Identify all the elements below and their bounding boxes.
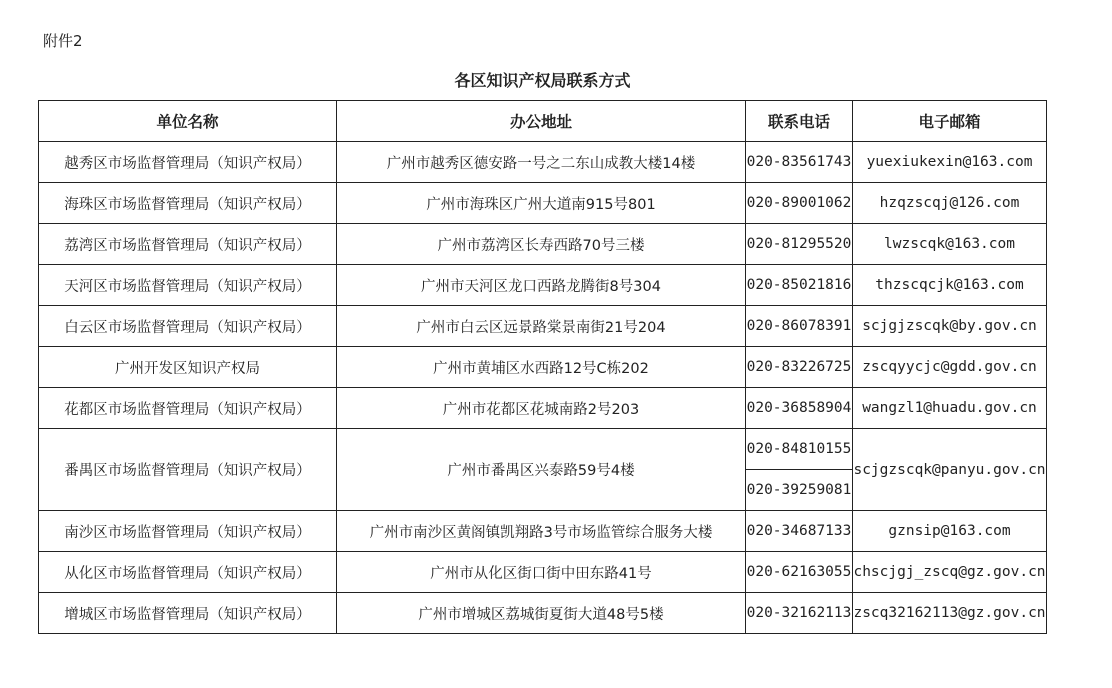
- phone-cell: 020-34687133: [746, 511, 853, 552]
- address-cell: 广州市白云区远景路棠景南街21号204: [337, 306, 746, 347]
- email-cell: gznsip@163.com: [853, 511, 1047, 552]
- phone-cell: 020-36858904: [746, 388, 853, 429]
- address-cell: 广州市天河区龙口西路龙腾街8号304: [337, 265, 746, 306]
- header-phone: 联系电话: [746, 101, 853, 142]
- table-row: [39, 183, 1047, 224]
- phone-cell: 020-83561743: [746, 142, 853, 183]
- unit-name-cell: 荔湾区市场监督管理局（知识产权局）: [39, 224, 337, 265]
- phone-cell: 020-86078391: [746, 306, 853, 347]
- email-cell: hzqzscqj@126.com: [853, 183, 1047, 224]
- table-row: [39, 388, 1047, 429]
- email-cell: yuexiukexin@163.com: [853, 142, 1047, 183]
- address-cell: 广州市从化区街口街中田东路41号: [337, 552, 746, 593]
- email-cell: scjgzscqk@panyu.gov.cn: [853, 429, 1047, 511]
- table-row: [39, 306, 1047, 347]
- address-cell: 广州市花都区花城南路2号203: [337, 388, 746, 429]
- address-cell: 广州市黄埔区水西路12号C栋202: [337, 347, 746, 388]
- email-cell: chscjgj_zscq@gz.gov.cn: [853, 552, 1047, 593]
- table-row: [39, 142, 1047, 183]
- phone-cell: 020-84810155: [746, 429, 853, 470]
- table-row: [39, 429, 1047, 470]
- address-cell: 广州市番禺区兴泰路59号4楼: [337, 429, 746, 511]
- phone-cell: 020-89001062: [746, 183, 853, 224]
- header-unit: 单位名称: [39, 101, 337, 142]
- unit-name-cell: 花都区市场监督管理局（知识产权局）: [39, 388, 337, 429]
- phone-cell: 020-85021816: [746, 265, 853, 306]
- header-row: [39, 101, 1047, 142]
- email-cell: thzscqcjk@163.com: [853, 265, 1047, 306]
- address-cell: 广州市越秀区德安路一号之二东山成教大楼14楼: [337, 142, 746, 183]
- unit-name-cell: 番禺区市场监督管理局（知识产权局）: [39, 429, 337, 511]
- contacts-table: [38, 100, 1047, 634]
- table-row: [39, 552, 1047, 593]
- unit-name-cell: 从化区市场监督管理局（知识产权局）: [39, 552, 337, 593]
- email-cell: lwzscqk@163.com: [853, 224, 1047, 265]
- table-row: [39, 593, 1047, 634]
- unit-name-cell: 天河区市场监督管理局（知识产权局）: [39, 265, 337, 306]
- phone-cell: 020-39259081: [746, 470, 853, 511]
- header-address: 办公地址: [337, 101, 746, 142]
- address-cell: 广州市海珠区广州大道南915号801: [337, 183, 746, 224]
- table-row: [39, 347, 1047, 388]
- address-cell: 广州市荔湾区长寿西路70号三楼: [337, 224, 746, 265]
- email-cell: zscq32162113@gz.gov.cn: [853, 593, 1047, 634]
- table-row: [39, 511, 1047, 552]
- phone-cell: 020-81295520: [746, 224, 853, 265]
- email-cell: wangzl1@huadu.gov.cn: [853, 388, 1047, 429]
- address-cell: 广州市南沙区黄阁镇凯翔路3号市场监管综合服务大楼: [337, 511, 746, 552]
- unit-name-cell: 广州开发区知识产权局: [39, 347, 337, 388]
- table-body: [39, 142, 1047, 634]
- unit-name-cell: 海珠区市场监督管理局（知识产权局）: [39, 183, 337, 224]
- phone-cell: 020-83226725: [746, 347, 853, 388]
- phone-cell: 020-32162113: [746, 593, 853, 634]
- table-row: [39, 265, 1047, 306]
- email-cell: scjgjzscqk@by.gov.cn: [853, 306, 1047, 347]
- unit-name-cell: 增城区市场监督管理局（知识产权局）: [39, 593, 337, 634]
- document-title: 各区知识产权局联系方式: [454, 71, 631, 90]
- header-email: 电子邮箱: [853, 101, 1047, 142]
- table-row: [39, 224, 1047, 265]
- address-cell: 广州市增城区荔城街夏街大道48号5楼: [337, 593, 746, 634]
- unit-name-cell: 南沙区市场监督管理局（知识产权局）: [39, 511, 337, 552]
- unit-name-cell: 越秀区市场监督管理局（知识产权局）: [39, 142, 337, 183]
- unit-name-cell: 白云区市场监督管理局（知识产权局）: [39, 306, 337, 347]
- attachment-label: 附件2: [43, 32, 83, 50]
- phone-cell: 020-62163055: [746, 552, 853, 593]
- email-cell: zscqyycjc@gdd.gov.cn: [853, 347, 1047, 388]
